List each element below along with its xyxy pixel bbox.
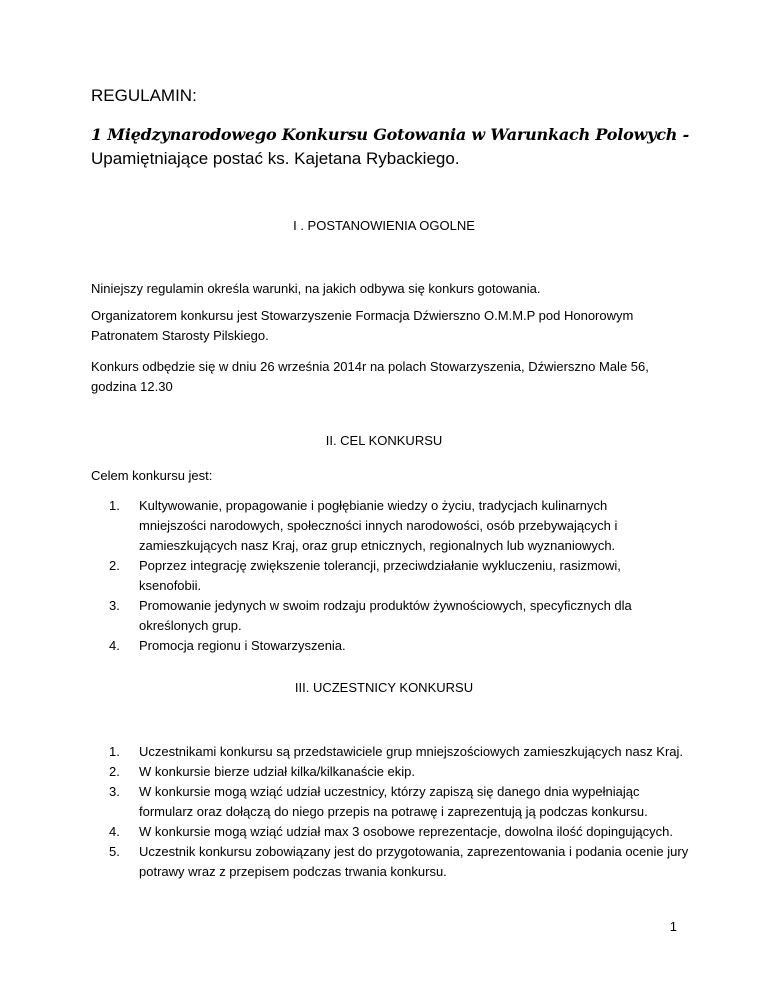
section-3-heading: III. UCZESTNICY KONKURSU — [294, 680, 474, 695]
list-item — [91, 762, 691, 782]
section-1-paragraph: Konkurs odbędzie się w dniu 26 września 2014r na polach Stowarzyszenia, Dźwierszno Male 56, godzina 12.30 — [91, 359, 649, 394]
section-1-heading: I . POSTANOWIENIA OGOLNE — [293, 218, 475, 233]
list-number: 5. — [109, 844, 120, 859]
page-number: 1 — [669, 919, 677, 934]
section-1-paragraph: Niniejszy regulamin określa warunki, na jakich odbywa się konkurs gotowania. — [91, 281, 541, 296]
list-number: 4. — [109, 824, 120, 839]
list-number: 2. — [109, 558, 120, 573]
list-item — [91, 822, 691, 842]
participants-list — [91, 742, 691, 882]
section-2-heading: II. CEL KONKURSU — [325, 433, 443, 448]
list-text: Poprzez integrację zwiększenie tolerancji, przeciwdziałanie wykluczeniu, rasizmowi, ksenofobii. — [139, 558, 621, 593]
document-title: REGULAMIN: — [91, 86, 197, 105]
list-item — [91, 556, 659, 596]
section-1-paragraph: Organizatorem konkursu jest Stowarzyszenie Formacja Dźwierszno O.M.M.P pod Honorowym Patronatem Starosty Pilskiego. — [91, 308, 634, 343]
document-subtitle — [91, 123, 691, 171]
list-number: 3. — [109, 784, 120, 799]
subtitle-normal: Upamiętniające postać ks. Kajetana Rybackiego. — [91, 149, 460, 168]
list-text: Promocja regionu i Stowarzyszenia. — [139, 638, 346, 653]
list-item — [91, 496, 659, 556]
list-item — [91, 842, 691, 882]
list-number: 1. — [109, 744, 120, 759]
list-text: Uczestnikami konkursu są przedstawiciele grup mniejszościowych zamieszkujących nasz Kraj. — [139, 744, 684, 759]
list-number: 4. — [109, 638, 120, 653]
list-text: W konkursie mogą wziąć udział max 3 osobowe reprezentacje, dowolna ilość dopingujących. — [139, 824, 673, 839]
list-item — [91, 742, 691, 762]
section-2-intro: Celem konkursu jest: — [91, 468, 213, 483]
list-text: W konkursie bierze udział kilka/kilkanaście ekip. — [139, 764, 416, 779]
list-text: W konkursie mogą wziąć udział uczestnicy, którzy zapiszą się danego dnia wypełniając formularz oraz dołączą do niego przepis na potrawę i zaprezentują ją podczas konkursu. — [139, 784, 648, 819]
list-text: Uczestnik konkursu zobowiązany jest do przygotowania, zaprezentowania i podania ocenie jury potrawy wraz z przepisem podczas trwania konkursu. — [139, 844, 689, 879]
list-item — [91, 636, 659, 656]
list-number: 1. — [109, 498, 120, 513]
goals-list — [91, 496, 659, 656]
list-number: 2. — [109, 764, 120, 779]
list-number: 3. — [109, 598, 120, 613]
subtitle-cursive: 1 Międzynarodowego Konkursu Gotowania w Warunkach Polowych - — [91, 125, 690, 144]
list-item — [91, 782, 691, 822]
list-text: Kultywowanie, propagowanie i pogłębianie wiedzy o życiu, tradycjach kulinarnych mniejszości narodowych, społeczności innych narodowości, osób przebywających i zamieszkujących nasz Kraj, oraz grup etnicznych, regionalnych lub wyznaniowych. — [139, 498, 618, 553]
list-text: Promowanie jedynych w swoim rodzaju produktów żywnościowych, specyficznych dla określonych grup. — [139, 598, 632, 633]
list-item — [91, 596, 659, 636]
